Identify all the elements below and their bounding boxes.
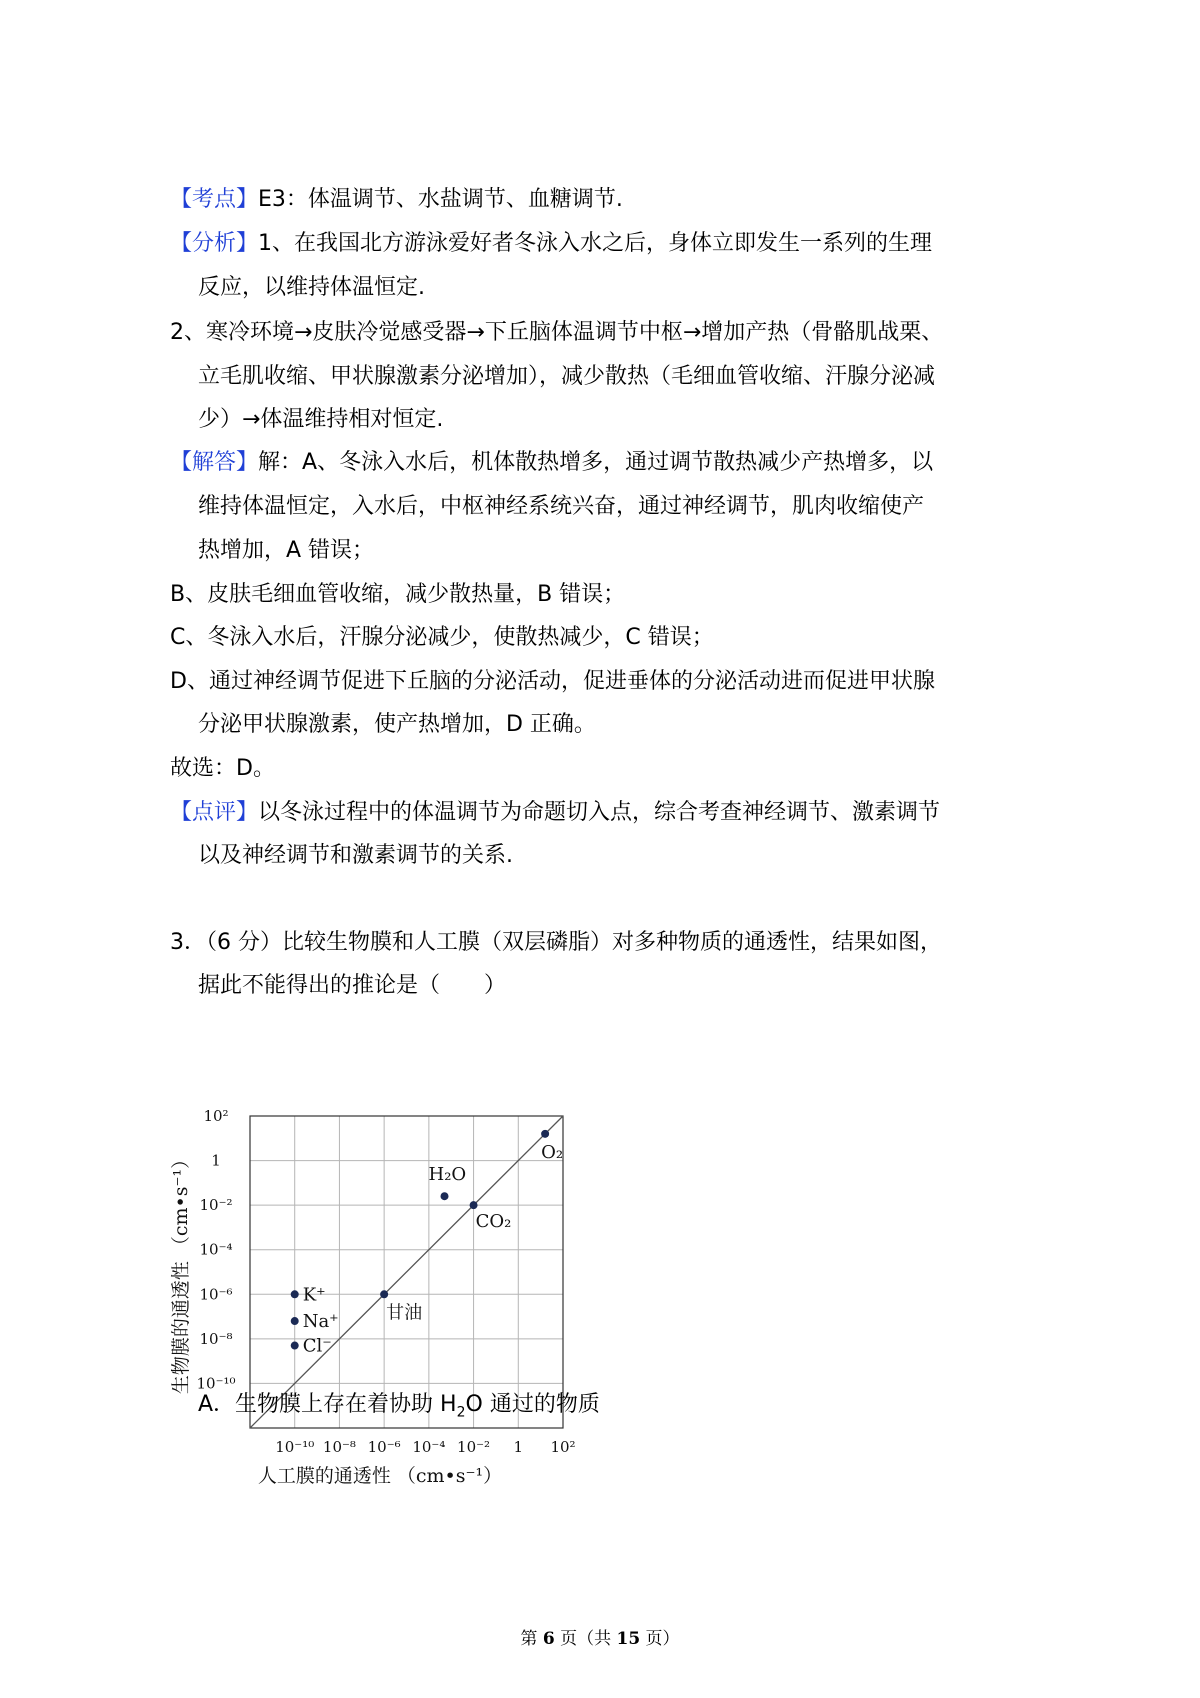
kaodian-tag: 【考点】 [170,187,259,212]
permeability-chart [170,1098,640,1488]
data-point [291,1342,299,1350]
fenxi-text-1: 1、在我国北方游泳爱好者冬泳入水之后，身体立即发生一系列的生理 [258,231,933,256]
question-line-2: 据此不能得出的推论是（ ） [198,973,507,998]
dianping-line-1 [170,798,940,828]
fenxi-tag: 【分析】 [170,231,259,256]
y-tick-label: 10⁻⁸ [199,1329,233,1348]
jieda-line-8: 故选：D。 [170,756,275,781]
chart-svg [170,1098,640,1488]
footer-page: 6 [542,1629,555,1649]
x-tick-label: 10² [550,1438,576,1456]
reference-line [250,1116,563,1428]
point-label: CO₂ [475,1211,512,1233]
dianping-tag: 【点评】 [170,800,259,825]
jieda-text-1: 解：A、冬泳入水后，机体散热增多，通过调节散热减少产热增多，以 [258,450,934,475]
x-tick-label: 10⁻⁸ [322,1438,356,1456]
y-tick-label: 1 [211,1151,221,1170]
jieda-line-3: 热增加，A 错误； [198,538,375,563]
x-axis-label: 人工膜的通透性 （cm•s⁻¹） [257,1465,503,1487]
jieda-line-5: C、冬泳入水后，汗腺分泌减少，使散热减少，C 错误； [170,625,714,650]
y-tick-label: 10⁻¹⁰ [196,1374,236,1393]
data-point [470,1201,478,1209]
fenxi-line-4: 立毛肌收缩、甲状腺激素分泌增加），减少散热（毛细血管收缩、汗腺分泌减 [198,364,936,389]
data-point [291,1290,299,1298]
x-tick-label: 10⁻⁴ [412,1438,446,1456]
footer-total: 15 [616,1629,641,1649]
y-tick-label: 10⁻⁴ [199,1240,233,1259]
point-label: Na⁺ [302,1311,339,1333]
x-tick-label: 10⁻¹⁰ [275,1438,315,1456]
kaodian-line [170,185,623,215]
option-a-suffix: O 通过的物质 [465,1392,600,1417]
page-footer [0,1627,1200,1651]
jieda-line-4: B、皮肤毛细血管收缩，减少散热量，B 错误； [170,582,626,607]
y-tick-label: 10² [203,1107,229,1125]
y-tick-label: 10⁻² [199,1196,233,1215]
question-line-1: 3．（6 分）比较生物膜和人工膜（双层磷脂）对多种物质的通透性，结果如图， [170,930,942,955]
data-point [441,1192,449,1200]
jieda-line-6: D、通过神经调节促进下丘脑的分泌活动，促进垂体的分泌活动进而促进甲状腺 [170,669,935,694]
x-tick-label: 10⁻⁶ [367,1438,401,1456]
dianping-text-1: 以冬泳过程中的体温调节为命题切入点，综合考查神经调节、激素调节 [258,800,941,825]
option-a-sub: 2 [456,1404,466,1421]
footer-p3: 页） [640,1629,680,1649]
dianping-line-2: 以及神经调节和激素调节的关系. [198,843,513,868]
jieda-line-7: 分泌甲状腺激素，使产热增加，D 正确。 [198,712,596,737]
data-point [291,1317,299,1325]
option-a-prefix: A．生物膜上存在着协助 H [198,1392,457,1417]
fenxi-line-5: 少）→体温维持相对恒定. [198,407,444,432]
option-a [198,1390,600,1420]
jieda-line-1 [170,448,933,478]
data-point [541,1130,549,1138]
kaodian-text: E3：体温调节、水盐调节、血糖调节. [258,187,623,212]
point-label: O₂ [541,1141,564,1163]
jieda-tag: 【解答】 [170,450,259,475]
jieda-line-2: 维持体温恒定，入水后，中枢神经系统兴奋，通过神经调节，肌肉收缩使产 [198,494,925,519]
y-axis-label: 生物膜的通透性 （cm•s⁻¹） [170,1149,192,1395]
fenxi-line-2: 反应，以维持体温恒定. [198,275,425,300]
footer-p2: 页（共 [554,1629,617,1649]
point-label: H₂O [428,1164,467,1186]
fenxi-line-1 [170,229,932,259]
point-label: K⁺ [302,1284,326,1306]
point-label: Cl⁻ [302,1335,332,1357]
footer-p1: 第 [520,1629,543,1649]
y-tick-label: 10⁻⁶ [199,1285,233,1304]
fenxi-line-3: 2、寒冷环境→皮肤冷觉感受器→下丘脑体温调节中枢→增加产热（骨骼肌战栗、 [170,320,944,345]
point-label: 甘油 [386,1302,423,1324]
x-tick-label: 10⁻² [457,1438,491,1456]
x-tick-label: 1 [513,1438,524,1456]
data-point [380,1290,388,1298]
